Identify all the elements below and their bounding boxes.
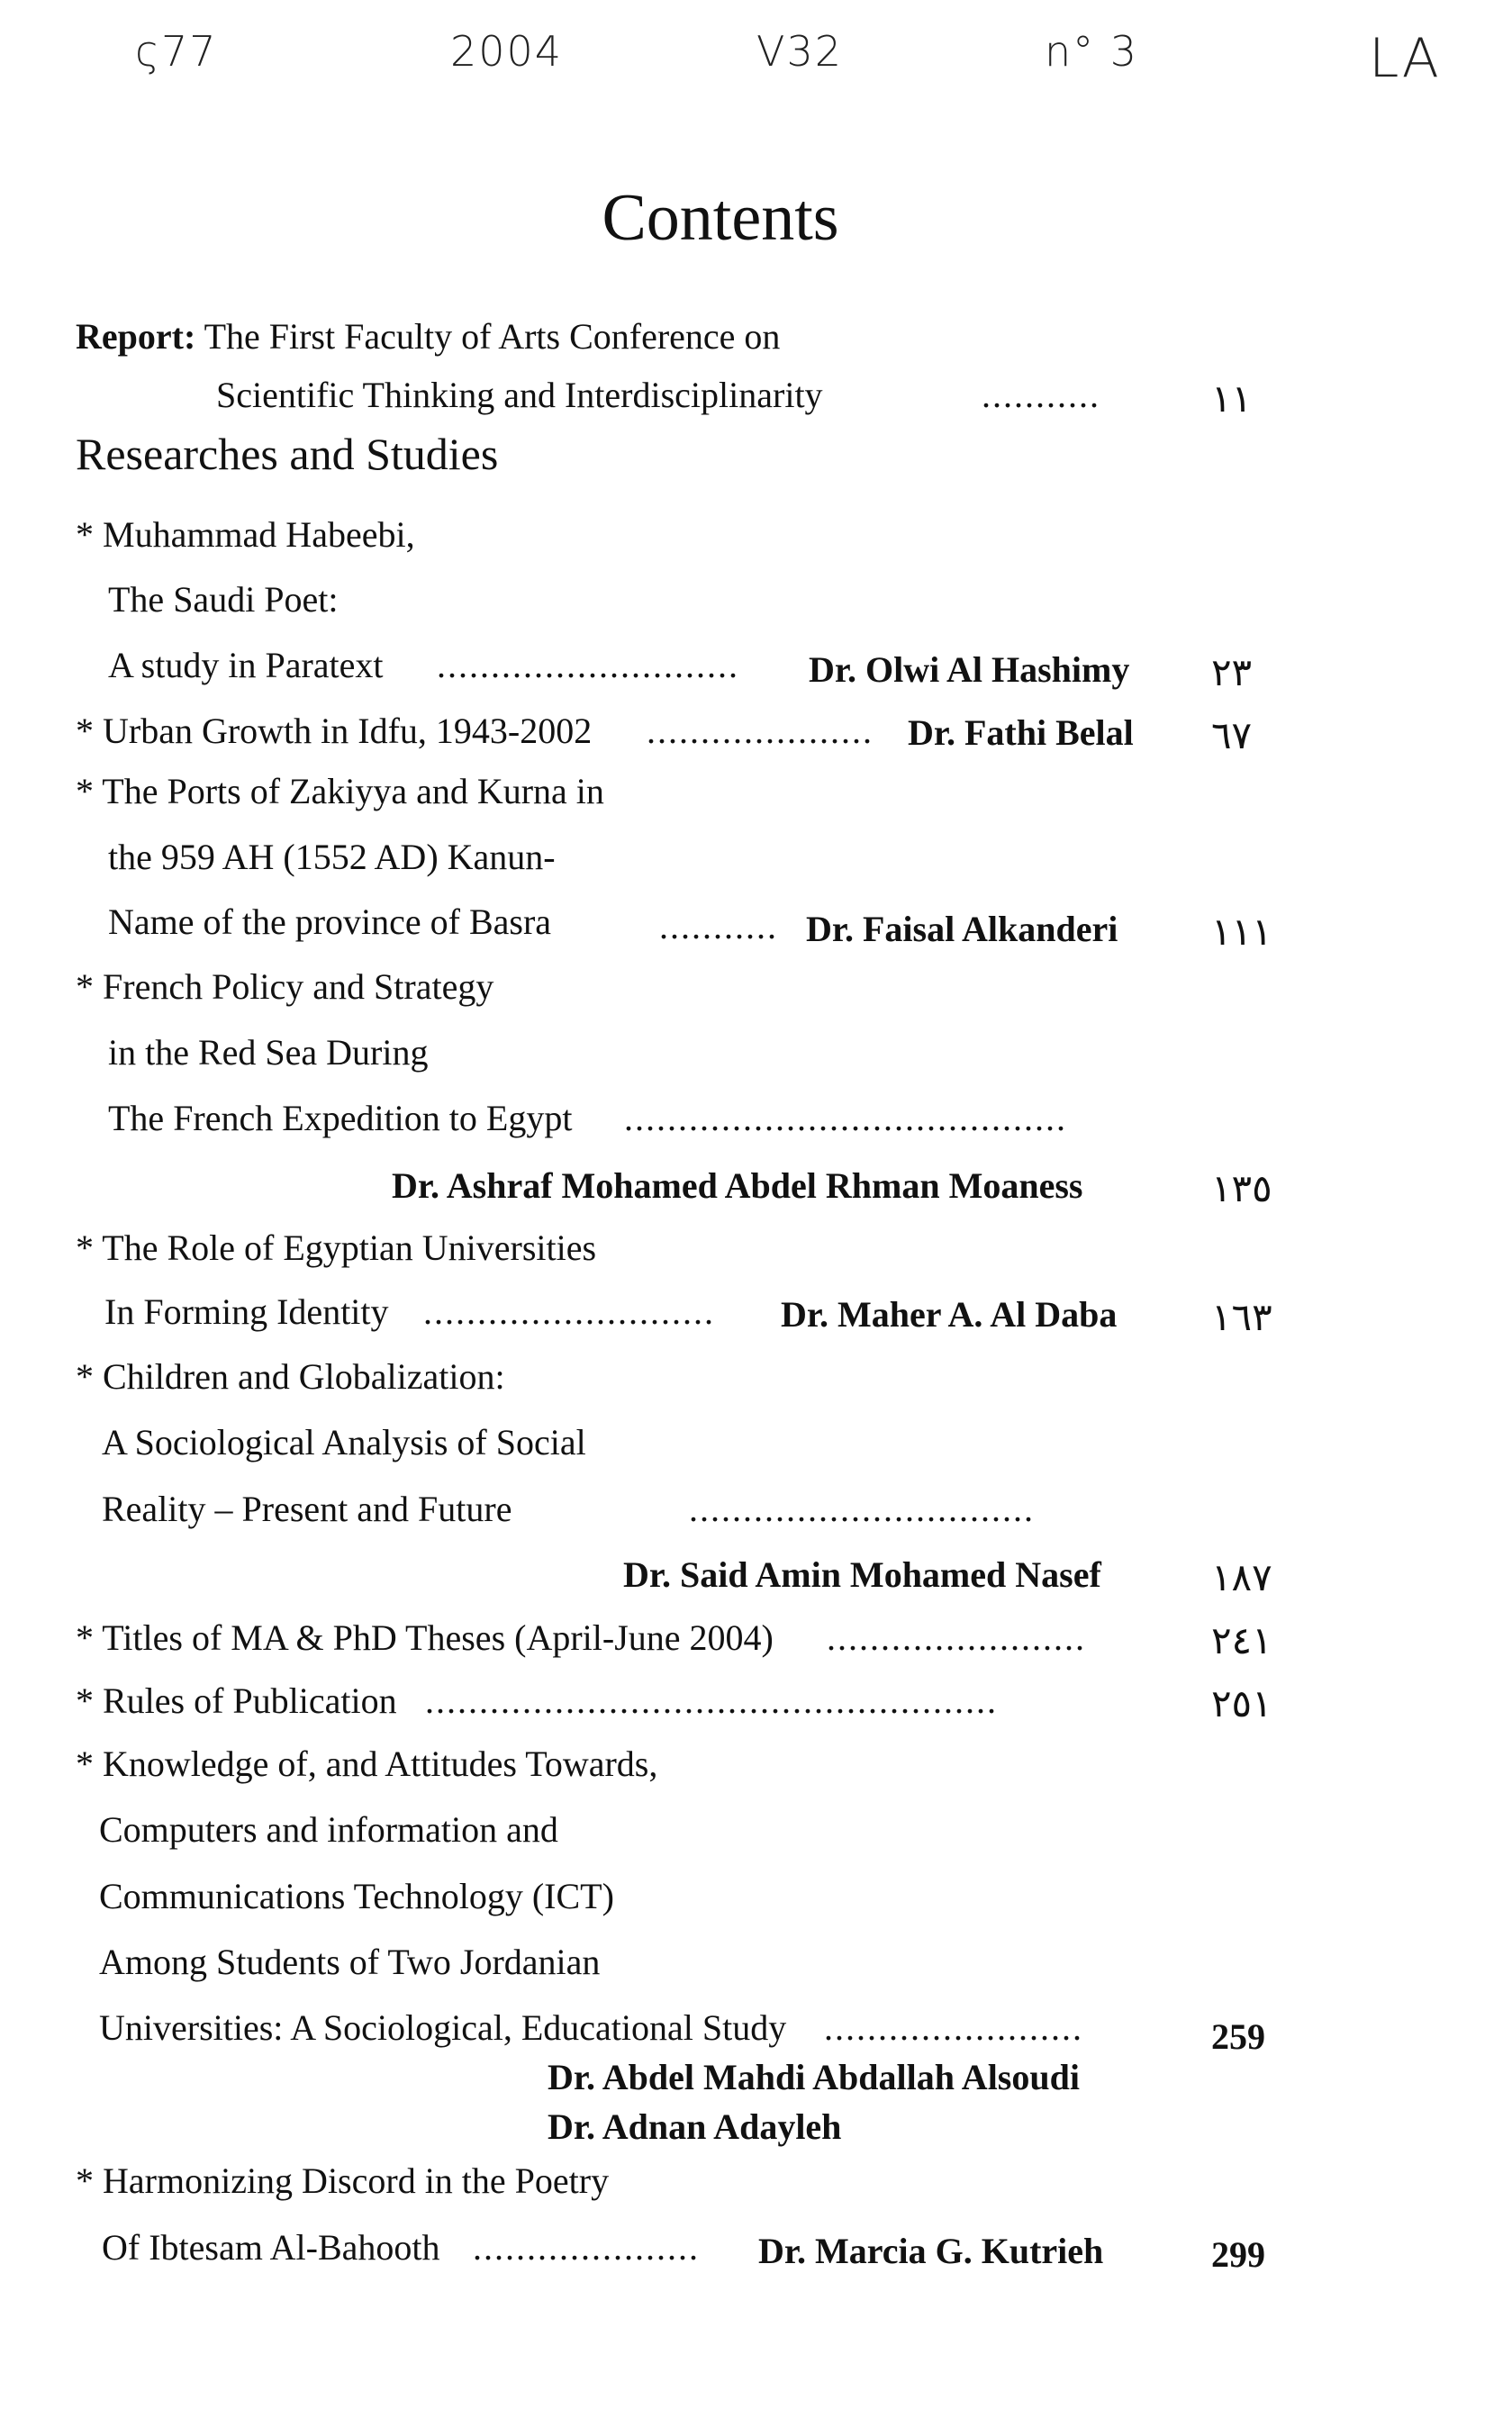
entry-2-leader-dots: ..................... xyxy=(647,711,874,751)
entry-10-line-1: * Harmonizing Discord in the Poetry xyxy=(76,2160,610,2201)
report-label: Report: xyxy=(76,316,196,357)
entry-9-author-2: Dr. Adnan Adayleh xyxy=(548,2106,842,2147)
entry-7-leader-dots: ........................ xyxy=(827,1617,1086,1658)
entry-9-line-5: Universities: A Sociological, Educational Study xyxy=(99,2007,787,2048)
entry-3-leader-dots: ........... xyxy=(659,906,778,946)
entry-3-page-number: ١١١ xyxy=(1211,912,1272,954)
entry-1-leader-dots: ............................ xyxy=(437,645,739,685)
entry-9-line-2: Computers and information and xyxy=(99,1809,558,1850)
report-page-number: ١١ xyxy=(1211,379,1253,421)
report-entry xyxy=(76,315,780,358)
entry-9-page-number: 259 xyxy=(1211,2016,1265,2057)
entry-4-line-3: The French Expedition to Egypt xyxy=(108,1098,573,1138)
entry-4-line-1: * French Policy and Strategy xyxy=(76,966,494,1007)
report-leader-dots: ........... xyxy=(982,375,1100,415)
entry-6-leader-dots: ................................ xyxy=(689,1489,1035,1529)
entry-5-leader-dots: ........................... xyxy=(423,1291,715,1332)
entry-7-line-1: * Titles of MA & PhD Theses (April-June 2004) xyxy=(76,1617,774,1658)
entry-6-line-3: Reality – Present and Future xyxy=(102,1489,512,1529)
entry-8-page-number: ٢٥١ xyxy=(1211,1684,1272,1725)
handwritten-note-4: n° 3 xyxy=(1045,27,1139,76)
section-heading: Researches and Studies xyxy=(76,429,499,479)
entry-1-line-2: The Saudi Poet: xyxy=(108,579,339,620)
page-title: Contents xyxy=(602,181,839,255)
entry-1-line-3: A study in Paratext xyxy=(108,645,384,685)
entry-1-page-number: ٢٣ xyxy=(1211,653,1253,694)
entry-6-line-1: * Children and Globalization: xyxy=(76,1356,505,1397)
entry-9-line-4: Among Students of Two Jordanian xyxy=(99,1942,601,1982)
entry-8-leader-dots: ..................................................... xyxy=(425,1680,998,1721)
entry-6-line-2: A Sociological Analysis of Social xyxy=(102,1422,586,1463)
entry-1-author: Dr. Olwi Al Hashimy xyxy=(809,649,1130,690)
handwritten-note-2: 2004 xyxy=(450,27,564,76)
entry-9-line-1: * Knowledge of, and Attitudes Towards, xyxy=(76,1743,658,1784)
entry-3-author: Dr. Faisal Alkanderi xyxy=(806,909,1118,949)
entry-5-line-1: * The Role of Egyptian Universities xyxy=(76,1227,597,1268)
handwritten-note-1: ς77 xyxy=(135,27,218,76)
entry-1-line-1: * Muhammad Habeebi, xyxy=(76,514,415,555)
entry-10-leader-dots: ..................... xyxy=(473,2227,700,2268)
entry-7-page-number: ٢٤١ xyxy=(1211,1621,1272,1662)
entry-10-page-number: 299 xyxy=(1211,2234,1265,2275)
entry-6-page-number: ١٨٧ xyxy=(1211,1558,1272,1599)
entry-3-line-2: the 959 AH (1552 AD) Kanun- xyxy=(108,837,556,877)
entry-10-line-2: Of Ibtesam Al-Bahooth xyxy=(102,2227,440,2268)
entry-9-line-3: Communications Technology (ICT) xyxy=(99,1876,614,1916)
entry-8-line-1: * Rules of Publication xyxy=(76,1680,397,1721)
entry-3-line-3: Name of the province of Basra xyxy=(108,901,552,942)
entry-6-author: Dr. Said Amin Mohamed Nasef xyxy=(623,1554,1101,1595)
entry-2-author: Dr. Fathi Belal xyxy=(908,712,1134,753)
handwritten-note-3: V32 xyxy=(756,27,844,76)
entry-9-author-1: Dr. Abdel Mahdi Abdallah Alsoudi xyxy=(548,2057,1080,2097)
entry-4-page-number: ١٣٥ xyxy=(1211,1169,1272,1210)
entry-9-leader-dots: ........................ xyxy=(824,2007,1083,2048)
report-title-line-2: Scientific Thinking and Interdisciplinarity xyxy=(216,375,823,415)
entry-4-line-2: in the Red Sea During xyxy=(108,1032,429,1073)
entry-4-author: Dr. Ashraf Mohamed Abdel Rhman Moaness xyxy=(392,1165,1083,1206)
entry-10-author: Dr. Marcia G. Kutrieh xyxy=(758,2231,1104,2271)
entry-2-page-number: ٦٧ xyxy=(1211,716,1253,757)
entry-4-leader-dots: ......................................... xyxy=(624,1098,1067,1138)
entry-3-line-1: * The Ports of Zakiyya and Kurna in xyxy=(76,771,604,811)
entry-5-page-number: ١٦٣ xyxy=(1211,1298,1272,1339)
entry-2-line-1: * Urban Growth in Idfu, 1943-2002 xyxy=(76,711,593,751)
report-title-line-1: The First Faculty of Arts Conference on xyxy=(204,316,781,357)
entry-5-line-2: In Forming Identity xyxy=(104,1291,389,1332)
handwritten-note-5: LA xyxy=(1369,27,1441,90)
entry-5-author: Dr. Maher A. Al Daba xyxy=(781,1294,1118,1335)
